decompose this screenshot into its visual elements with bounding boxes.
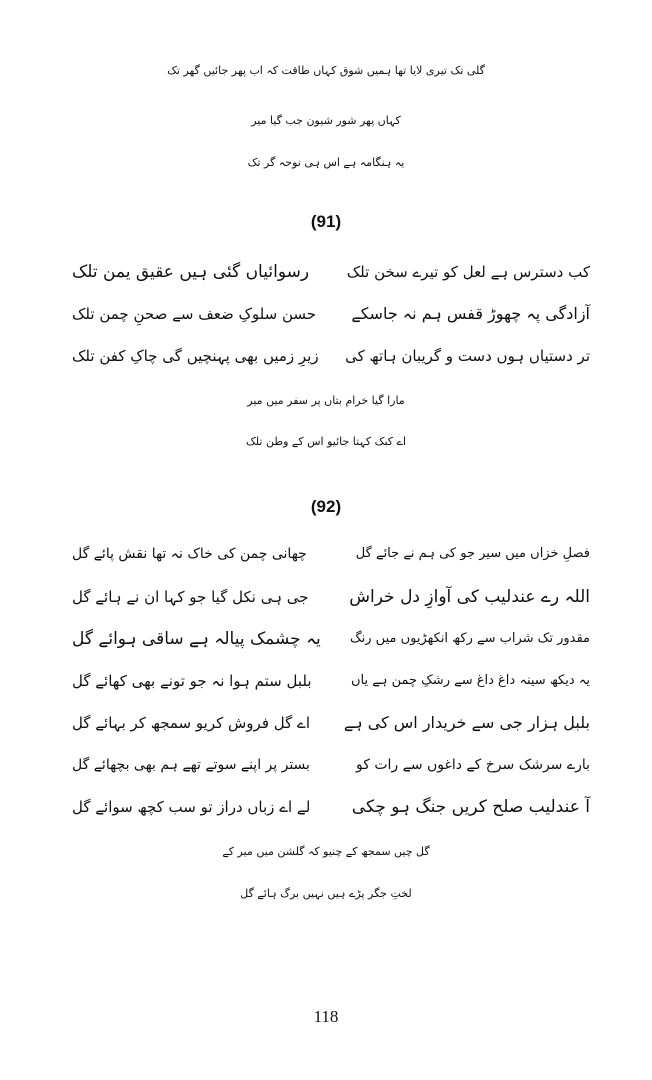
- g92-couplet-2-left: جی ہی نکل گیا جو کہا ان نے ہائے گل: [72, 588, 309, 606]
- intro-line-3: یہ ہنگامہ ہے اس ہی نوحہ گر تک: [247, 156, 405, 169]
- g91-maqta-line-1: مارا گیا خرام بتاں پر سفر میں میر: [247, 394, 405, 407]
- g92-couplet-3-right: مقدور تک شراب سے رکھ انکھڑیوں میں رنگ: [350, 631, 590, 646]
- g92-couplet-7-right: آ عندلیب صلح کریں جنگ ہو چکی: [351, 797, 590, 817]
- g91-couplet-3-right: تر دستیاں ہوں دست و گریبان ہاتھ کی: [345, 347, 590, 365]
- g91-couplet-1-left: رسوائیاں گئی ہیں عقیق یمن تلک: [72, 262, 310, 282]
- intro-line-2: کہاں پھر شور شیون جب گیا میر: [251, 114, 401, 127]
- g92-couplet-4-right: یہ دیکھ سینہ داغ داغ سے رشکِ چمن ہے یاں: [350, 673, 590, 688]
- g92-couplet-1-left: چھانی چمن کی خاک نہ تھا نقش پائے گل: [72, 546, 307, 562]
- g92-couplet-6-left: بستر پر اپنے سوتے تھے ہم بھی بچھائے گل: [72, 757, 310, 773]
- g92-couplet-2-right: اللہ رے عندلیب کی آوازِ دل خراش: [349, 587, 590, 607]
- g92-maqta-line-2: لختِ جگر پڑے ہیں نہیں برگ ہائے گل: [240, 887, 412, 900]
- g92-couplet-6-right: بارے سرشک سرخ کے داغوں سے رات کو: [356, 757, 590, 773]
- g92-couplet-7-left: لے اے زباں دراز تو سب کچھ سوائے گل: [72, 798, 311, 816]
- page-number: 118: [313, 1007, 339, 1026]
- g91-couplet-2-right: آزادگی پہ چھوڑ قفس ہم نہ جاسکے: [351, 304, 590, 323]
- intro-line-1: گلی تک تیری لایا تھا ہمیں شوق کہاں طاقت کہ اب پھر جائیں گھر تک: [167, 64, 485, 77]
- g92-couplet-1-right: فصلِ خزاں میں سیر جو کی ہم نے جائے گل: [355, 546, 590, 561]
- g91-maqta-line-2: اے کبک کہتا جائیو اس کے وطن تلک: [245, 435, 407, 448]
- g91-couplet-1-right: کب دسترس ہے لعل کو تیرے سخن تلک: [346, 263, 590, 281]
- g92-couplet-3-left: یہ چشمک پیالہ ہے ساقی ہوائے گل: [72, 629, 321, 649]
- g91-couplet-2-left: حسن سلوکِ ضعف سے صحنِ چمن تلک: [72, 305, 317, 323]
- g92-maqta-line-1: گل چیں سمجھ کے چنیو کہ گلشن میں میر کے: [222, 845, 430, 858]
- ghazal-91-heading: (91): [310, 212, 342, 231]
- ghazal-92-heading: (92): [310, 497, 342, 516]
- g92-couplet-4-left: بلبل ستم ہوا نہ جو تونے بھی کھائے گل: [72, 672, 312, 690]
- g92-couplet-5-right: بلبل ہزار جی سے خریدار اس کی ہے: [343, 713, 590, 732]
- g92-couplet-5-left: اے گل فروش کریو سمجھ کر بہائے گل: [72, 714, 310, 732]
- g91-couplet-3-left: زیرِ زمیں بھی پہنچیں گی چاکِ کفن تلک: [72, 347, 319, 365]
